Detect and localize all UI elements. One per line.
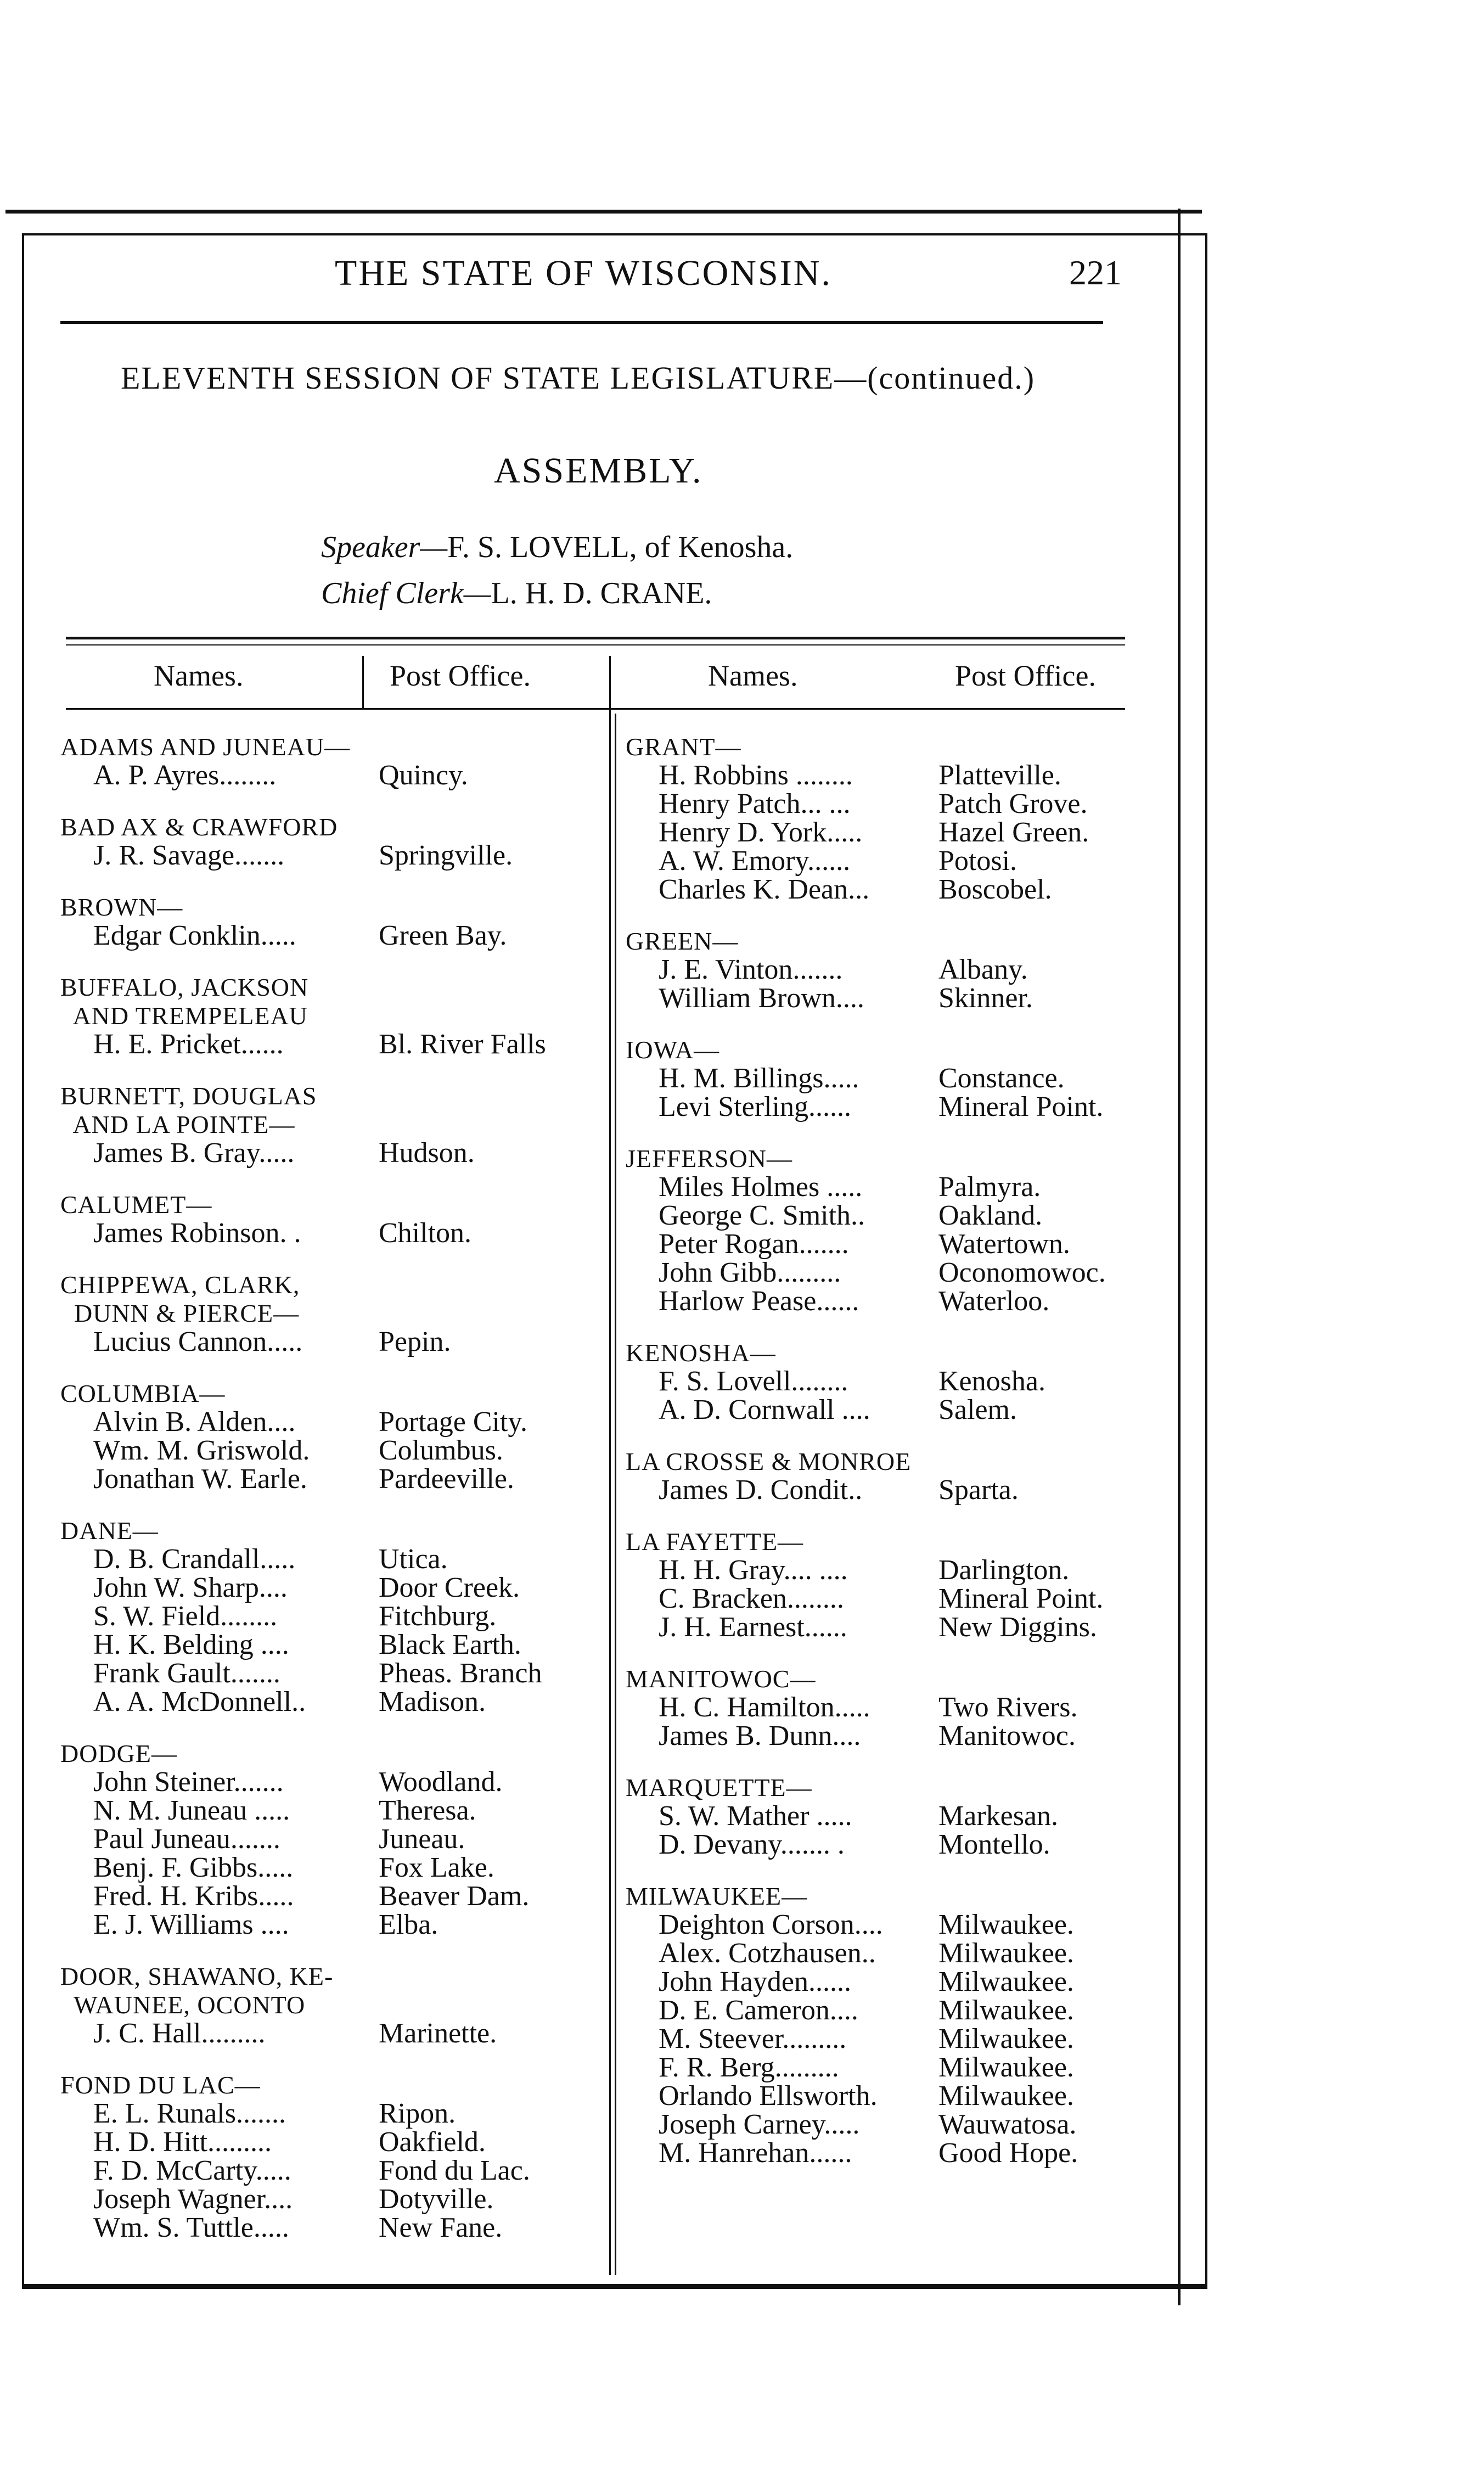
- member-post-office: Fox Lake.: [379, 1852, 494, 1883]
- member-name: James B. Gray.....: [93, 1137, 295, 1169]
- member-row: [626, 1722, 1174, 1750]
- member-row: [60, 1854, 598, 1882]
- member-post-office: Skinner.: [938, 983, 1033, 1014]
- member-row: [60, 1882, 598, 1911]
- left-column: [60, 733, 598, 2265]
- member-row: [626, 1476, 1174, 1505]
- member-row: [626, 1093, 1174, 1121]
- member-post-office: Fond du Lac.: [379, 2155, 530, 2186]
- member-name: J. R. Savage.......: [93, 840, 285, 871]
- member-post-office: Hudson.: [379, 1137, 475, 1169]
- member-post-office: Bl. River Falls: [379, 1029, 546, 1060]
- county-name: COLUMBIA—: [60, 1379, 226, 1407]
- member-row: [626, 1693, 1174, 1722]
- running-head: [329, 252, 1207, 302]
- member-row: [626, 2025, 1174, 2053]
- member-row: [626, 1396, 1174, 1424]
- member-row: [60, 2128, 598, 2157]
- member-name: Paul Juneau.......: [93, 1823, 280, 1855]
- member-row: [626, 1939, 1174, 1968]
- member-row: [60, 1768, 598, 1797]
- member-name: Wm. S. Tuttle.....: [93, 2212, 289, 2243]
- officers: [321, 524, 793, 616]
- member-post-office: Portage City.: [379, 1406, 528, 1438]
- county-group: [60, 893, 598, 950]
- member-name: N. M. Juneau .....: [93, 1795, 290, 1826]
- member-row: [60, 1659, 598, 1688]
- member-name: A. D. Cornwall ....: [659, 1394, 870, 1425]
- county-name: BAD AX & CRAWFORD: [60, 813, 338, 841]
- member-post-office: Juneau.: [379, 1823, 465, 1855]
- assembly-heading: ASSEMBLY.: [494, 451, 703, 491]
- member-row: [626, 1613, 1174, 1642]
- table-top-rule-thin: [66, 644, 1125, 645]
- member-post-office: Green Bay.: [379, 920, 507, 951]
- member-post-office: Salem.: [938, 1394, 1017, 1425]
- member-row: [626, 2110, 1174, 2139]
- member-name: Jonathan W. Earle.: [93, 1463, 307, 1495]
- right-frame-rule: [1178, 209, 1181, 2305]
- member-row: [626, 1173, 1174, 1202]
- member-name: James D. Condit..: [659, 1474, 863, 1506]
- column-header-names-right: Names.: [708, 659, 798, 692]
- member-name: Alex. Cotzhausen..: [659, 1938, 876, 1969]
- county-group: [60, 813, 598, 870]
- member-name: E. J. Williams ....: [93, 1909, 289, 1940]
- column-header-post-office-right: Post Office.: [955, 659, 1096, 692]
- county-name: DODGE—: [60, 1739, 177, 1767]
- member-post-office: Two Rivers.: [938, 1692, 1078, 1723]
- county-group: [626, 1665, 1174, 1750]
- county-group: [60, 1379, 598, 1494]
- member-name: J. E. Vinton.......: [659, 954, 843, 985]
- member-row: [626, 1996, 1174, 2025]
- member-name: Harlow Pease......: [659, 1285, 859, 1317]
- member-row: [626, 847, 1174, 875]
- member-name: Edgar Conklin.....: [93, 920, 296, 951]
- member-row: [60, 761, 598, 790]
- member-post-office: Platteville.: [938, 760, 1061, 791]
- member-row: [626, 1230, 1174, 1259]
- member-row: [626, 2053, 1174, 2082]
- member-row: [60, 1911, 598, 1939]
- county-name: CHIPPEWA, CLARK, DUNN & PIERCE—: [60, 1271, 300, 1327]
- county-group: [626, 1773, 1174, 1859]
- member-post-office: Black Earth.: [379, 1629, 521, 1660]
- member-name: E. L. Runals.......: [93, 2098, 286, 2129]
- member-row: [626, 984, 1174, 1013]
- member-post-office: Waterloo.: [938, 1285, 1050, 1317]
- county-group: [60, 733, 598, 790]
- member-name: James B. Dunn....: [659, 1720, 861, 1752]
- member-name: John Hayden......: [659, 1966, 851, 1997]
- member-post-office: Marinette.: [379, 2018, 497, 2049]
- member-row: [626, 1287, 1174, 1316]
- county-name: IOWA—: [626, 1036, 720, 1064]
- speaker-line: Speaker—F. S. LOVELL, of Kenosha.: [321, 530, 794, 564]
- member-post-office: Potosi.: [938, 845, 1018, 877]
- member-name: M. Steever.........: [659, 2023, 847, 2054]
- top-rule: [5, 210, 1202, 214]
- member-row: [60, 2100, 598, 2128]
- member-row: [60, 2019, 598, 2048]
- member-post-office: Patch Grove.: [938, 788, 1088, 819]
- column-header-rule: [66, 708, 1125, 710]
- table-top-rule: [66, 637, 1125, 639]
- member-row: [626, 1064, 1174, 1093]
- member-name: Henry Patch... ...: [659, 788, 851, 819]
- member-name: John Steiner.......: [93, 1766, 284, 1798]
- county-group: [626, 1144, 1174, 1316]
- member-post-office: Springville.: [379, 840, 513, 871]
- member-name: A. W. Emory......: [659, 845, 851, 877]
- member-post-office: New Diggins.: [938, 1612, 1097, 1643]
- member-post-office: Mineral Point.: [938, 1583, 1104, 1614]
- member-row: [60, 2185, 598, 2214]
- member-name: M. Hanrehan......: [659, 2137, 852, 2169]
- member-post-office: Milwaukee.: [938, 1909, 1074, 1940]
- county-group: [626, 733, 1174, 904]
- member-row: [60, 1574, 598, 1602]
- county-name: LA FAYETTE—: [626, 1528, 804, 1556]
- chief-clerk-line: Chief Clerk—L. H. D. CRANE.: [321, 576, 712, 610]
- member-post-office: Hazel Green.: [938, 817, 1089, 848]
- member-post-office: Ripon.: [379, 2098, 456, 2129]
- member-post-office: Beaver Dam.: [379, 1880, 530, 1912]
- county-group: [60, 1517, 598, 1716]
- member-post-office: Columbus.: [379, 1435, 503, 1466]
- member-row: [626, 2082, 1174, 2110]
- member-name: F. R. Berg.........: [659, 2052, 839, 2083]
- member-name: J. C. Hall.........: [93, 2018, 266, 2049]
- member-name: D. Devany....... .: [659, 1829, 845, 1860]
- member-row: [626, 761, 1174, 790]
- member-post-office: Milwaukee.: [938, 1938, 1074, 1969]
- member-name: H. C. Hamilton.....: [659, 1692, 870, 1723]
- member-post-office: Sparta.: [938, 1474, 1019, 1506]
- member-name: Wm. M. Griswold.: [93, 1435, 310, 1466]
- member-name: Joseph Carney.....: [659, 2109, 860, 2140]
- member-post-office: Pheas. Branch: [379, 1658, 542, 1689]
- member-name: S. W. Mather .....: [659, 1800, 852, 1832]
- member-name: A. P. Ayres........: [93, 760, 277, 791]
- member-row: [60, 1219, 598, 1248]
- member-name: Charles K. Dean...: [659, 874, 870, 905]
- member-post-office: Pepin.: [379, 1326, 451, 1357]
- member-post-office: Oakfield.: [379, 2126, 486, 2158]
- member-row: [60, 1030, 598, 1059]
- member-row: [626, 818, 1174, 847]
- member-name: H. D. Hitt.........: [93, 2126, 272, 2158]
- county-name: MANITOWOC—: [626, 1665, 816, 1693]
- member-name: F. S. Lovell........: [659, 1366, 848, 1397]
- member-post-office: Door Creek.: [379, 1572, 520, 1603]
- member-post-office: Oakland.: [938, 1200, 1043, 1231]
- member-post-office: Milwaukee.: [938, 2052, 1074, 2083]
- member-row: [60, 1328, 598, 1356]
- county-group: [60, 1271, 598, 1356]
- member-row: [60, 1139, 598, 1167]
- county-group: [60, 1191, 598, 1248]
- member-name: F. D. McCarty.....: [93, 2155, 291, 2186]
- member-post-office: Watertown.: [938, 1228, 1070, 1260]
- member-name: H. K. Belding ....: [93, 1629, 289, 1660]
- page-number: 221: [1069, 253, 1122, 292]
- member-row: [626, 1556, 1174, 1585]
- member-row: [60, 1688, 598, 1716]
- member-name: John W. Sharp....: [93, 1572, 288, 1603]
- member-name: S. W. Field........: [93, 1601, 278, 1632]
- member-row: [626, 1367, 1174, 1396]
- member-name: Miles Holmes .....: [659, 1171, 863, 1203]
- member-row: [626, 1259, 1174, 1287]
- member-post-office: Boscobel.: [938, 874, 1052, 905]
- member-post-office: Milwaukee.: [938, 2023, 1074, 2054]
- county-name: ADAMS AND JUNEAU—: [60, 733, 351, 761]
- member-post-office: New Fane.: [379, 2212, 503, 2243]
- member-name: John Gibb.........: [659, 1257, 841, 1288]
- member-post-office: Quincy.: [379, 760, 468, 791]
- county-name: DANE—: [60, 1517, 159, 1545]
- member-row: [60, 1436, 598, 1465]
- member-post-office: Good Hope.: [938, 2137, 1078, 2169]
- member-row: [626, 875, 1174, 904]
- member-row: [60, 1797, 598, 1825]
- member-name: Lucius Cannon.....: [93, 1326, 303, 1357]
- member-name: Alvin B. Alden....: [93, 1406, 296, 1438]
- member-row: [60, 1602, 598, 1631]
- member-name: D. E. Cameron....: [659, 1995, 858, 2026]
- member-row: [60, 2157, 598, 2185]
- member-row: [60, 2214, 598, 2242]
- county-name: CALUMET—: [60, 1191, 212, 1219]
- bottom-rule: [22, 2284, 1207, 2289]
- member-name: Frank Gault.......: [93, 1658, 280, 1689]
- member-post-office: Milwaukee.: [938, 1995, 1074, 2026]
- column-header-names-left: Names.: [154, 659, 244, 692]
- session-heading: ELEVENTH SESSION OF STATE LEGISLATURE—(continued.): [121, 360, 1036, 396]
- member-row: [626, 1802, 1174, 1831]
- member-post-office: Fitchburg.: [379, 1601, 497, 1632]
- member-post-office: Darlington.: [938, 1554, 1070, 1586]
- county-group: [626, 1882, 1174, 2168]
- county-group: [626, 927, 1174, 1013]
- member-post-office: Woodland.: [379, 1766, 503, 1798]
- member-row: [626, 1202, 1174, 1230]
- county-name: BUFFALO, JACKSON AND TREMPELEAU: [60, 973, 309, 1030]
- center-divider: [609, 656, 611, 2275]
- member-name: Joseph Wagner....: [93, 2183, 293, 2215]
- member-post-office: Pardeeville.: [379, 1463, 514, 1495]
- member-row: [60, 922, 598, 950]
- member-post-office: Kenosha.: [938, 1366, 1045, 1397]
- county-name: JEFFERSON—: [626, 1144, 792, 1172]
- member-row: [60, 841, 598, 870]
- member-row: [626, 1968, 1174, 1996]
- member-post-office: Montello.: [938, 1829, 1050, 1860]
- member-name: Benj. F. Gibbs.....: [93, 1852, 294, 1883]
- county-group: [60, 973, 598, 1059]
- member-post-office: Wauwatosa.: [938, 2109, 1077, 2140]
- member-row: [60, 1825, 598, 1854]
- member-name: Fred. H. Kribs.....: [93, 1880, 294, 1912]
- column-divider: [362, 656, 364, 708]
- header-rule: [60, 321, 1103, 324]
- member-post-office: Palmyra.: [938, 1171, 1041, 1203]
- county-name: MILWAUKEE—: [626, 1882, 808, 1910]
- county-name: KENOSHA—: [626, 1339, 776, 1367]
- member-name: Peter Rogan.......: [659, 1228, 849, 1260]
- county-name: MARQUETTE—: [626, 1773, 812, 1801]
- member-name: H. H. Gray.... ....: [659, 1554, 848, 1586]
- member-post-office: Albany.: [938, 954, 1028, 985]
- member-post-office: Dotyville.: [379, 2183, 494, 2215]
- column-header-post-office-left: Post Office.: [390, 659, 531, 692]
- county-name: LA CROSSE & MONROE: [626, 1447, 912, 1475]
- member-post-office: Markesan.: [938, 1800, 1059, 1832]
- county-name: GREEN—: [626, 927, 739, 955]
- member-post-office: Elba.: [379, 1909, 439, 1940]
- county-group: [60, 1082, 598, 1167]
- member-row: [60, 1408, 598, 1436]
- member-post-office: Oconomowoc.: [938, 1257, 1106, 1288]
- county-group: [626, 1447, 1174, 1505]
- county-name: BROWN—: [60, 893, 183, 921]
- member-post-office: Chilton.: [379, 1217, 472, 1249]
- county-name: DOOR, SHAWANO, KE- WAUNEE, OCONTO: [60, 1962, 334, 2019]
- county-group: [626, 1339, 1174, 1424]
- member-name: A. A. McDonnell..: [93, 1686, 306, 1717]
- county-group: [626, 1036, 1174, 1121]
- member-row: [60, 1545, 598, 1574]
- member-row: [626, 1911, 1174, 1939]
- member-post-office: Madison.: [379, 1686, 486, 1717]
- county-name: BURNETT, DOUGLAS AND LA POINTE—: [60, 1082, 317, 1138]
- member-row: [626, 2139, 1174, 2168]
- center-divider-inner: [615, 714, 616, 2275]
- county-name: GRANT—: [626, 733, 741, 761]
- member-name: H. M. Billings.....: [659, 1063, 859, 1094]
- member-name: H. E. Pricket......: [93, 1029, 284, 1060]
- member-row: [626, 1831, 1174, 1859]
- member-name: H. Robbins ........: [659, 760, 853, 791]
- member-name: Levi Sterling......: [659, 1091, 851, 1122]
- member-post-office: Constance.: [938, 1063, 1065, 1094]
- county-group: [626, 1528, 1174, 1642]
- member-row: [60, 1631, 598, 1659]
- member-post-office: Utica.: [379, 1543, 448, 1575]
- member-post-office: Mineral Point.: [938, 1091, 1104, 1122]
- county-group: [60, 1962, 598, 2048]
- member-name: Deighton Corson....: [659, 1909, 883, 1940]
- member-name: Orlando Ellsworth.: [659, 2080, 878, 2112]
- member-post-office: Manitowoc.: [938, 1720, 1076, 1752]
- member-name: James Robinson. .: [93, 1217, 301, 1249]
- county-group: [60, 1739, 598, 1939]
- member-post-office: Milwaukee.: [938, 1966, 1074, 1997]
- member-row: [626, 790, 1174, 818]
- member-name: C. Bracken........: [659, 1583, 844, 1614]
- member-row: [60, 1465, 598, 1494]
- member-row: [626, 956, 1174, 984]
- page-title: THE STATE OF WISCONSIN.: [335, 253, 832, 293]
- county-group: [60, 2071, 598, 2242]
- member-name: J. H. Earnest......: [659, 1612, 847, 1643]
- member-name: D. B. Crandall.....: [93, 1543, 296, 1575]
- county-name: FOND DU LAC—: [60, 2071, 261, 2099]
- member-name: Henry D. York.....: [659, 817, 863, 848]
- member-row: [626, 1585, 1174, 1613]
- member-name: George C. Smith..: [659, 1200, 865, 1231]
- member-post-office: Theresa.: [379, 1795, 476, 1826]
- member-name: William Brown....: [659, 983, 864, 1014]
- member-post-office: Milwaukee.: [938, 2080, 1074, 2112]
- right-column: [626, 733, 1174, 2191]
